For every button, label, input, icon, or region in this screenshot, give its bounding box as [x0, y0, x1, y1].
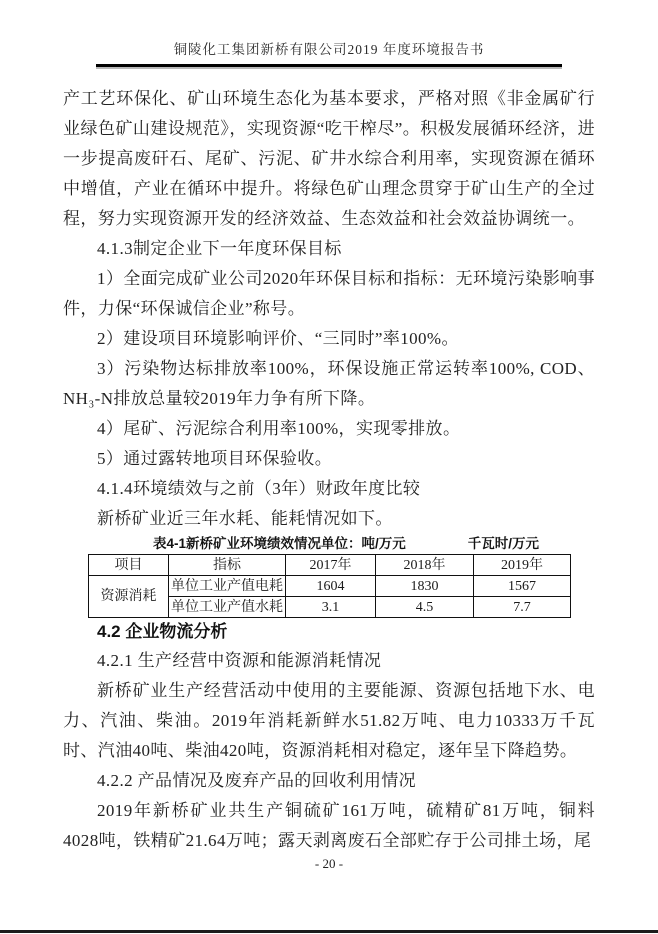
header-title: 铜陵化工集团新桥有限公司2019 年度环境报告书 — [173, 42, 485, 57]
table-caption-title-unit: 表4-1新桥矿业环境绩效情况单位：吨/万元 — [153, 536, 406, 551]
section-heading-4-1-4: 4.1.4环境绩效与之前（3年）财政年度比较 — [97, 479, 421, 498]
table-caption-unit-2: 千瓦时/万元 — [467, 536, 540, 551]
section-heading-4-1-3: 4.1.3制定企业下一年度环保目标 — [97, 239, 342, 258]
goal-item-4: 4）尾矿、污泥综合利用率100%，实现零排放。 — [97, 419, 461, 438]
paragraph-4-2-1: 新桥矿业生产经营活动中使用的主要能源、资源包括地下水、电力、汽油、柴油。2019年消耗新鲜水51.82万吨、电力10333万千瓦时、汽油40吨、柴油420吨，资源消耗相对稳定，逐年呈下降趋势。 — [63, 681, 595, 760]
section-heading-4-2: 4.2 企业物流分析 — [97, 622, 228, 641]
col-header-2017: 2017年 — [286, 555, 376, 576]
col-header-2019: 2019年 — [474, 555, 571, 576]
cell-value: 3.1 — [286, 597, 376, 618]
cell-value: 1567 — [474, 576, 571, 597]
scan-bottom-edge-line — [0, 930, 658, 933]
page-content — [63, 84, 595, 856]
paragraph-4-2-2: 2019年新桥矿业共生产铜硫矿161万吨，硫精矿81万吨，铜料4028吨，铁精矿21.64万吨；露天剥离废石全部贮存于公司排土场，尾 — [63, 801, 595, 850]
cell-indicator: 单位工业产值水耗 — [169, 597, 286, 618]
table-caption — [153, 536, 595, 552]
group-cell-resource-consumption: 资源消耗 — [89, 576, 169, 618]
col-header-item: 项目 — [89, 555, 169, 576]
cell-indicator: 单位工业产值电耗 — [169, 576, 286, 597]
section-heading-4-2-1: 4.2.1 生产经营中资源和能源消耗情况 — [97, 651, 382, 670]
goal-item-1: 1）全面完成矿业公司2020年环保目标和指标：无环境污染影响事件，力保“环保诚信企业”称号。 — [63, 269, 595, 318]
cell-value: 1604 — [286, 576, 376, 597]
paragraph-continuation: 产工艺环保化、矿山环境生态化为基本要求，严格对照《非金属矿行业绿色矿山建设规范》，实现资源“吃干榨尽”。积极发展循环经济，进一步提高废矸石、尾矿、污泥、矿井水综合利用率，实现资源在循环中增值，产业在循环中提升。将绿色矿山理念贯穿于矿山生产的全过程，努力实现资源开发的经济效益、生态效益和社会效益协调统一。 — [63, 89, 595, 228]
table-row — [89, 576, 571, 597]
section-heading-4-2-2: 4.2.2 产品情况及废弃产品的回收利用情况 — [97, 771, 417, 790]
table-header-row — [89, 555, 571, 576]
header-rule — [96, 64, 562, 67]
cell-value: 1830 — [376, 576, 474, 597]
cell-value: 7.7 — [474, 597, 571, 618]
goal-item-5: 5）通过露转地项目环保验收。 — [97, 449, 333, 468]
table-intro-paragraph: 新桥矿业近三年水耗、能耗情况如下。 — [97, 509, 393, 528]
goal-item-3: 3）污染物达标排放率100%，环保设施正常运转率100%, COD、NH₃-N排放总量较2019年力争有所下降。 — [63, 359, 595, 408]
col-header-2018: 2018年 — [376, 555, 474, 576]
cell-value: 4.5 — [376, 597, 474, 618]
goal-item-2: 2）建设项目环境影响评价、“三同时”率100%。 — [97, 329, 459, 348]
performance-table — [88, 554, 571, 618]
page-number: - 20 - — [314, 856, 344, 871]
col-header-indicator: 指标 — [169, 555, 286, 576]
